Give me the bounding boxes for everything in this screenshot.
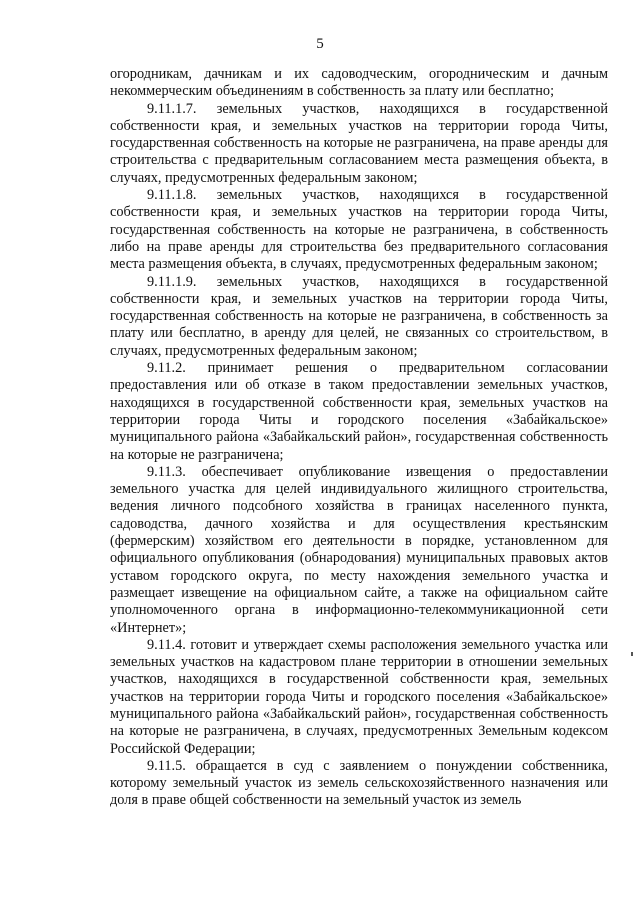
paragraph-continuation: огородникам, дачникам и их садоводческим, огородническим и дачным некоммерческим объединениям в собственность за плату или бесплатно; <box>110 66 608 100</box>
page-number: 5 <box>316 36 324 52</box>
paragraph-9-11-1-8: 9.11.1.8. земельных участков, находящихся в государственной собственности края, и земельных участков на территории города Читы, государственная собственность на которые не разграничена, в собственность либо на праве аренды для строительства без предварительного согласования места размещения объекта, в случаях, предусмотренных федеральным законом; <box>110 187 608 273</box>
scan-artifact-mark <box>631 652 633 656</box>
paragraph-9-11-2: 9.11.2. принимает решения о предварительном согласовании предоставления или об отказе в таком предоставлении земельных участков, находящихся в государственной собственности края, земельных участков на территории города Читы и городского поселения «Забайкальское» муниципального района «Забайкальский район», государственная собственность на которые не разграничена; <box>110 360 608 463</box>
paragraph-9-11-1-9: 9.11.1.9. земельных участков, находящихся в государственной собственности края, и земельных участков на территории города Читы, государственная собственность на которые не разграничена, в собственность за плату или бесплатно, в аренду для целей, не связанных со строительством, в случаях, предусмотренных федеральным законом; <box>110 273 608 359</box>
paragraph-9-11-4: 9.11.4. готовит и утверждает схемы расположения земельного участка или земельных участков на кадастровом плане территории в отношении земельных участков, находящихся в государственной собственности края, земельных участков на территории города Читы и городского поселения «Забайкальское» муниципального района «Забайкальский район», государственная собственность на которые не разграничена, в случаях, предусмотренных Земельным кодексом Российской Федерации; <box>110 636 608 757</box>
paragraph-9-11-5: 9.11.5. обращается в суд с заявлением о понуждении собственника, которому земельный участок из земель сельскохозяйственного назначения или доля в праве общей собственности на земельный участок из земель <box>110 757 608 809</box>
paragraph-9-11-1-7: 9.11.1.7. земельных участков, находящихся в государственной собственности края, и земельных участков на территории города Читы, государственная собственность на которые не разграничена, на праве аренды для строительства с предварительным согласованием места размещения объекта, в случаях, предусмотренных федеральным законом; <box>110 100 608 186</box>
document-body <box>110 66 608 810</box>
paragraph-9-11-3: 9.11.3. обеспечивает опубликование извещения о предоставлении земельного участка для целей индивидуального жилищного строительства, ведения личного подсобного хозяйства в границах населенного пункта, садоводства, дачного хозяйства и для осуществления крестьянским (фермерским) хозяйством его деятельности в порядке, установленном для официального опубликования (обнародования) муниципальных правовых актов уставом городского округа, по месту нахождения земельного участка и размещает извещение на официальном сайте, а также на официальном сайте уполномоченного органа в информационно-телекоммуникационной сети «Интернет»; <box>110 463 608 636</box>
